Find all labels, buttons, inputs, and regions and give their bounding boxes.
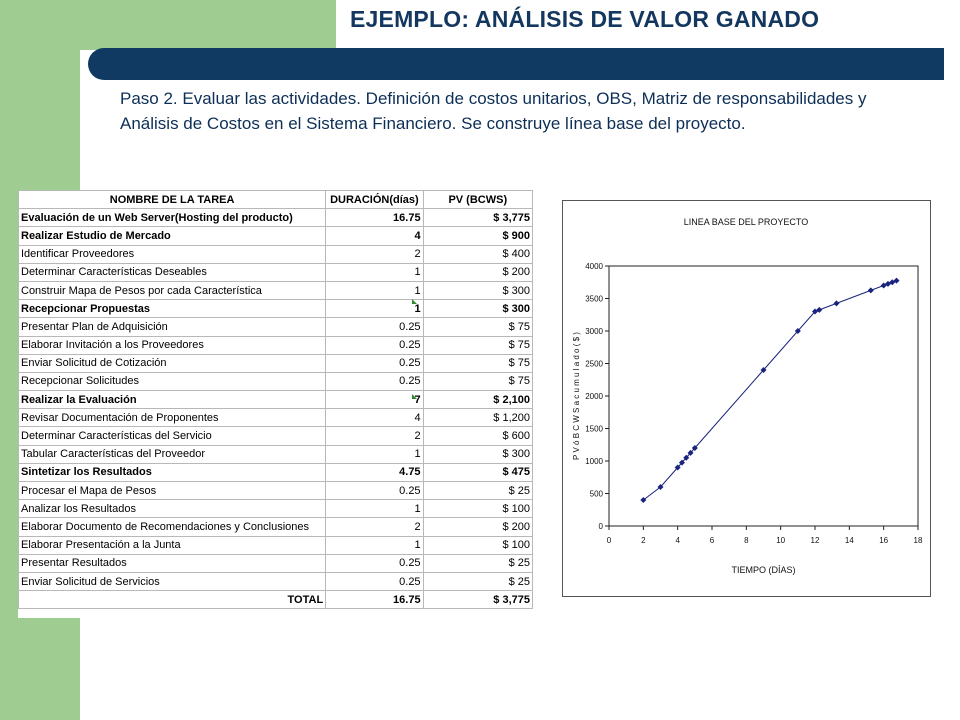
table-row (19, 354, 533, 372)
slide-title: EJEMPLO: ANÁLISIS DE VALOR GANADO (350, 6, 820, 32)
x-tick-label: 10 (776, 536, 786, 545)
table-row (19, 281, 533, 299)
task-name-cell: Enviar Solicitud de Servicios (19, 572, 326, 590)
total-duration-cell: 16.75 (326, 591, 423, 609)
pv-cell: $ 75 (423, 372, 532, 390)
cell-comment-marker (412, 394, 417, 399)
table-row (19, 572, 533, 590)
y-tick-label: 1000 (585, 457, 603, 466)
baseline-chart-frame (562, 200, 931, 597)
task-name-cell: Revisar Documentación de Proponentes (19, 409, 326, 427)
duration-cell: 2 (326, 427, 423, 445)
table-row (19, 482, 533, 500)
pv-cell: $ 200 (423, 518, 532, 536)
task-name-cell: Determinar Características Deseables (19, 263, 326, 281)
task-name-cell: Analizar los Resultados (19, 500, 326, 518)
y-tick-label: 500 (589, 489, 603, 499)
pv-cell: $ 100 (423, 536, 532, 554)
table-row (19, 518, 533, 536)
task-name-cell: Elaborar Invitación a los Proveedores (19, 336, 326, 354)
task-name-cell: Identificar Proveedores (19, 245, 326, 263)
task-name-cell: Presentar Resultados (19, 554, 326, 572)
total-pv-cell: $ 3,775 (423, 591, 532, 609)
table-row (19, 336, 533, 354)
step-description: Paso 2. Evaluar las actividades. Definición de costos unitarios, OBS, Matriz de responsabilidades y Análisis de Costos en el Sistema Financiero. Se construye línea base del proyecto. (120, 89, 867, 133)
duration-cell: 1 (326, 281, 423, 299)
x-tick-label: 14 (844, 536, 854, 545)
table-row (19, 536, 533, 554)
duration-cell: 4.75 (326, 463, 423, 481)
pv-cell: $ 25 (423, 572, 532, 590)
pv-cell: $ 900 (423, 227, 532, 245)
duration-cell: 1 (326, 300, 423, 318)
table-row (19, 427, 533, 445)
task-table-container (18, 190, 535, 618)
x-tick-label: 0 (606, 536, 612, 545)
table-row (19, 391, 533, 409)
cell-comment-marker (412, 299, 417, 304)
table-row (19, 263, 533, 281)
task-name-cell: Construir Mapa de Pesos por cada Característica (19, 281, 326, 299)
header-duration: DURACIÓN(días) (326, 191, 423, 209)
task-name-cell: Presentar Plan de Adquisición (19, 318, 326, 336)
duration-cell: 2 (326, 518, 423, 536)
task-name-cell: Determinar Características del Servicio (19, 427, 326, 445)
task-name-cell: Procesar el Mapa de Pesos (19, 482, 326, 500)
table-row (19, 245, 533, 263)
pv-cell: $ 200 (423, 263, 532, 281)
y-tick-label: 3000 (585, 327, 603, 336)
table-row (19, 445, 533, 463)
pv-cell: $ 2,100 (423, 391, 532, 409)
series-line (643, 281, 896, 500)
pv-cell: $ 75 (423, 336, 532, 354)
y-axis-label: P V ó B C W S a c u m u l a d o ( $ ) (572, 332, 581, 460)
pv-cell: $ 1,200 (423, 409, 532, 427)
x-tick-label: 18 (913, 536, 923, 545)
duration-cell: 0.25 (326, 354, 423, 372)
data-point (868, 287, 874, 293)
top-green-panel (0, 0, 336, 50)
task-name-cell: Tabular Características del Proveedor (19, 445, 326, 463)
table-row (19, 409, 533, 427)
data-point (833, 300, 839, 306)
x-axis-label: TIEMPO (DÍAS) (731, 565, 796, 575)
x-tick-label: 8 (744, 536, 749, 545)
pv-cell: $ 100 (423, 500, 532, 518)
table-row (19, 372, 533, 390)
pv-cell: $ 25 (423, 554, 532, 572)
plot-area (609, 266, 918, 526)
table-row (19, 209, 533, 227)
baseline-chart (563, 201, 930, 596)
total-label-cell: TOTAL (19, 591, 326, 609)
duration-cell: 0.25 (326, 318, 423, 336)
duration-cell: 0.25 (326, 554, 423, 572)
table-row (19, 463, 533, 481)
table-row (19, 227, 533, 245)
task-name-cell: Sintetizar los Resultados (19, 463, 326, 481)
task-table (18, 190, 533, 609)
x-tick-label: 6 (709, 536, 715, 545)
title-underline-bar (88, 48, 944, 80)
pv-cell: $ 75 (423, 318, 532, 336)
x-tick-label: 2 (641, 536, 646, 545)
pv-cell: $ 300 (423, 445, 532, 463)
duration-cell: 2 (326, 245, 423, 263)
duration-cell: 0.25 (326, 336, 423, 354)
table-row (19, 500, 533, 518)
y-tick-label: 2500 (585, 359, 603, 369)
y-tick-label: 1500 (585, 424, 603, 434)
pv-cell: $ 300 (423, 281, 532, 299)
duration-cell: 0.25 (326, 372, 423, 390)
task-name-cell: Realizar la Evaluación (19, 391, 326, 409)
y-tick-label: 4000 (585, 262, 603, 271)
chart-title: LINEA BASE DEL PROYECTO (683, 217, 809, 227)
duration-cell: 1 (326, 500, 423, 518)
duration-cell: 1 (326, 445, 423, 463)
task-name-cell: Recepcionar Propuestas (19, 300, 326, 318)
table-header-row (19, 191, 533, 209)
y-tick-label: 2000 (585, 392, 603, 401)
duration-cell: 0.25 (326, 482, 423, 500)
duration-cell: 1 (326, 536, 423, 554)
task-table-body (19, 209, 533, 609)
table-row (19, 300, 533, 318)
pv-cell: $ 300 (423, 300, 532, 318)
task-name-cell: Recepcionar Solicitudes (19, 372, 326, 390)
pv-cell: $ 475 (423, 463, 532, 481)
x-tick-label: 4 (675, 536, 680, 545)
task-name-cell: Elaborar Presentación a la Junta (19, 536, 326, 554)
header-pv: PV (BCWS) (423, 191, 532, 209)
duration-cell: 4 (326, 409, 423, 427)
task-name-cell: Realizar Estudio de Mercado (19, 227, 326, 245)
task-name-cell: Enviar Solicitud de Cotización (19, 354, 326, 372)
task-name-cell: Elaborar Documento de Recomendaciones y Conclusiones (19, 518, 326, 536)
table-total-row (19, 591, 533, 609)
duration-cell: 1 (326, 263, 423, 281)
pv-cell: $ 3,775 (423, 209, 532, 227)
duration-cell: 16.75 (326, 209, 423, 227)
duration-cell: 0.25 (326, 572, 423, 590)
x-tick-label: 12 (810, 536, 820, 545)
y-tick-label: 3500 (585, 294, 603, 304)
task-name-cell: Evaluación de un Web Server(Hosting del producto) (19, 209, 326, 227)
table-row (19, 318, 533, 336)
y-tick-label: 0 (598, 522, 603, 531)
table-row (19, 554, 533, 572)
pv-cell: $ 75 (423, 354, 532, 372)
x-tick-label: 16 (879, 536, 889, 545)
pv-cell: $ 400 (423, 245, 532, 263)
duration-cell: 7 (326, 391, 423, 409)
duration-cell: 4 (326, 227, 423, 245)
pv-cell: $ 600 (423, 427, 532, 445)
pv-cell: $ 25 (423, 482, 532, 500)
header-task-name: NOMBRE DE LA TAREA (19, 191, 326, 209)
